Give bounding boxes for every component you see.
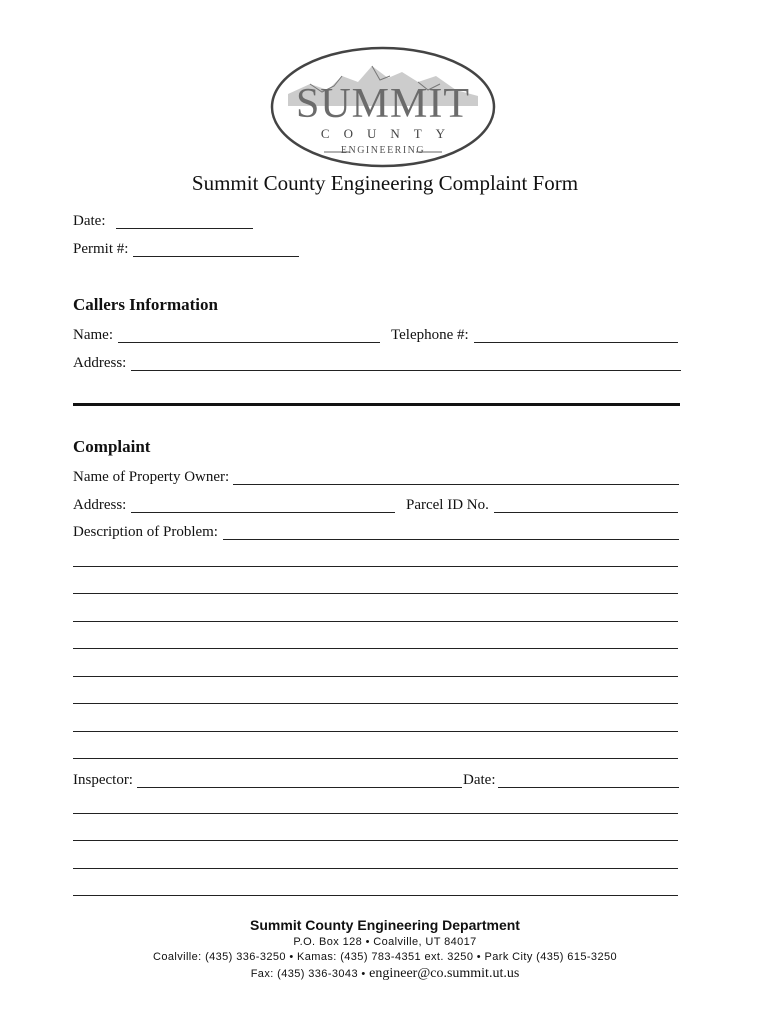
description-label: Description of Problem: bbox=[73, 524, 218, 540]
logo-main-text: SUMMIT bbox=[295, 81, 471, 127]
summit-county-logo bbox=[270, 46, 496, 168]
caller-address-label: Address: bbox=[73, 355, 127, 371]
inspector-date-label: Date: bbox=[463, 772, 496, 788]
caller-address-field[interactable] bbox=[131, 370, 681, 371]
section-divider bbox=[73, 403, 680, 406]
date-label: Date: bbox=[73, 213, 106, 229]
inspector-notes-line[interactable] bbox=[73, 840, 678, 841]
telephone-label: Telephone #: bbox=[391, 327, 469, 343]
description-line[interactable] bbox=[73, 593, 678, 594]
description-line[interactable] bbox=[73, 566, 678, 567]
inspector-date-field[interactable] bbox=[498, 787, 679, 788]
description-line[interactable] bbox=[73, 703, 678, 704]
description-line[interactable] bbox=[73, 621, 678, 622]
complaint-heading: Complaint bbox=[73, 437, 151, 456]
footer-department: Summit County Engineering Department bbox=[250, 917, 520, 933]
inspector-label: Inspector: bbox=[73, 772, 133, 788]
footer-phones: Coalville: (435) 336-3250 • Kamas: (435) 783-4351 ext. 3250 • Park City (435) 615-3250 bbox=[152, 951, 617, 963]
caller-name-field[interactable] bbox=[118, 342, 380, 343]
inspector-field[interactable] bbox=[137, 787, 462, 788]
description-line[interactable] bbox=[73, 676, 678, 677]
footer-email-link[interactable]: engineer@co.summit.ut.us bbox=[369, 966, 520, 981]
footer-fax: Fax: (435) 336-3043 • bbox=[250, 968, 366, 980]
inspector-notes-line[interactable] bbox=[73, 895, 678, 896]
complaint-address-field[interactable] bbox=[131, 512, 395, 513]
permit-field[interactable] bbox=[133, 256, 299, 257]
logo-tag-text: ENGINEERING bbox=[340, 145, 426, 156]
logo-sub-text: COUNTY bbox=[320, 126, 460, 141]
complaint-address-label: Address: bbox=[73, 497, 127, 513]
permit-label: Permit #: bbox=[73, 241, 129, 257]
caller-name-label: Name: bbox=[73, 327, 113, 343]
description-line[interactable] bbox=[73, 758, 678, 759]
footer-po-box: P.O. Box 128 • Coalville, UT 84017 bbox=[293, 936, 477, 948]
description-field[interactable] bbox=[223, 539, 679, 540]
telephone-field[interactable] bbox=[474, 342, 678, 343]
footer-contact bbox=[0, 966, 770, 982]
description-line[interactable] bbox=[73, 648, 678, 649]
date-field[interactable] bbox=[116, 228, 253, 229]
form-title: Summit County Engineering Complaint Form bbox=[191, 171, 579, 195]
inspector-notes-line[interactable] bbox=[73, 813, 678, 814]
parcel-id-field[interactable] bbox=[494, 512, 678, 513]
description-line[interactable] bbox=[73, 731, 678, 732]
callers-info-heading: Callers Information bbox=[73, 295, 218, 314]
inspector-notes-line[interactable] bbox=[73, 868, 678, 869]
property-owner-label: Name of Property Owner: bbox=[73, 469, 230, 485]
property-owner-field[interactable] bbox=[233, 484, 679, 485]
parcel-id-label: Parcel ID No. bbox=[406, 497, 489, 513]
